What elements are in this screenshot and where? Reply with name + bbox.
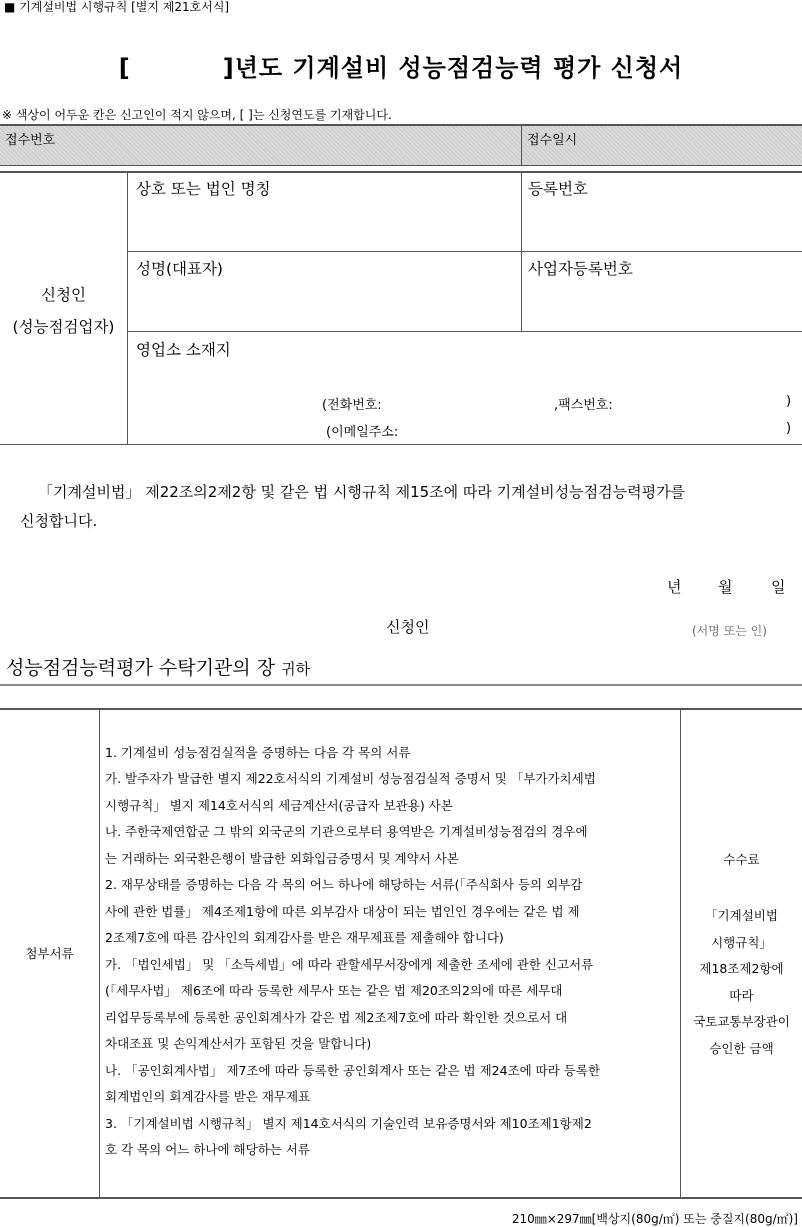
paper-spec-footer: 210㎜×297㎜[백상지(80g/㎡) 또는 중질지(80g/㎡)] — [511, 1212, 798, 1226]
email-label: (이메일주소: — [326, 425, 399, 440]
business-number-label: 사업자등록번호 — [528, 260, 633, 278]
recipient-suffix: 귀하 — [281, 660, 311, 678]
attachment-line: 회계법인의 회계감사를 받은 재무제표 — [105, 1089, 311, 1104]
recipient — [6, 653, 310, 680]
attachment-line: 나. 주한국제연합군 그 밖의 외국군의 기관으로부터 용역받은 기계설비성능점검의 경우에 — [105, 824, 588, 839]
form-note: ※ 색상이 어두운 칸은 신고인이 적지 않으며, [ ]는 신청연도를 기재합니다. — [2, 108, 392, 122]
fee-line: 국토교통부장관이 — [693, 1014, 790, 1029]
rule-recipient-bottom — [0, 684, 802, 686]
contact-close-paren: ) — [786, 394, 792, 409]
attachment-line: 는 거래하는 외국환은행이 발급한 외화입금증명서 및 계약서 사본 — [105, 851, 459, 866]
title-text: ]년도 기계설비 성능점검능력 평가 신청서 — [222, 54, 684, 82]
rule-reception-bottom — [0, 165, 802, 166]
attachment-line: 사에 관한 법률」 제4조제1항에 따른 외부감사 대상이 되는 법인인 경우에는 같은 법 제 — [105, 904, 580, 919]
company-name-label: 상호 또는 법인 명칭 — [136, 180, 271, 198]
fee-line: 따라 — [729, 987, 754, 1003]
reception-date-label: 접수일시 — [527, 133, 578, 148]
rule-attach-bottom — [0, 1197, 802, 1199]
rule-applicant-top — [0, 171, 802, 173]
rule-applicant-bottom — [0, 444, 802, 445]
recipient-name: 성능점검능력평가 수탁기관의 장 — [6, 657, 276, 679]
attachment-line: 3. 「기계설비법 시행규칙」 별지 제14호서식의 기술인력 보유증명서와 제10조제1항제2 — [105, 1116, 592, 1131]
phone-label: (전화번호: — [322, 398, 382, 413]
rule-top — [0, 124, 802, 126]
signer-sign-hint: (서명 또는 인) — [692, 624, 767, 638]
rule-attach-top — [0, 708, 802, 710]
form-reference: ■ 기계설비법 시행규칙 [별지 제21호서식] — [4, 0, 230, 14]
signer-label: 신청인 — [386, 618, 430, 636]
attachment-line: 차대조표 및 손익계산서가 포함된 것을 말합니다) — [105, 1036, 372, 1051]
attachment-line: 시행규칙」 별지 제14호서식의 세금계산서(공급자 보관용) 사본 — [105, 798, 453, 813]
office-address-label: 영업소 소재지 — [136, 341, 231, 359]
rule-attach-col1 — [99, 708, 100, 1198]
reception-number-label: 접수번호 — [5, 133, 56, 148]
date-day: 일 — [771, 578, 786, 596]
applicant-section-sub: (성능점검업자) — [12, 318, 115, 336]
representative-name-label: 성명(대표자) — [136, 260, 223, 278]
rule-reception-divider — [521, 124, 522, 165]
attachment-line: 가. 「법인세법」 및 「소득세법」에 따라 관할세무서장에게 제출한 조세에 관한 신고서류 — [105, 957, 594, 972]
fax-label: ,팩스번호: — [554, 398, 613, 413]
form-title — [0, 48, 802, 83]
attachment-line: 리업무등록부에 등록한 공인회계사가 같은 법 제2조제7호에 따라 확인한 것으로서 대 — [105, 1010, 568, 1025]
attachment-line: (「세무사법」 제6조에 따라 등록한 세무사 또는 같은 법 제20조의2의에 따른 세무대 — [105, 983, 563, 998]
title-bracket-open: [ — [118, 54, 131, 82]
registration-number-label: 등록번호 — [528, 180, 588, 198]
applicant-section-label: 신청인 — [41, 286, 86, 304]
date-month: 월 — [718, 578, 733, 596]
fee-line: 제18조제2항에 — [699, 961, 784, 976]
statement-line-1: 「기계설비법」 제22조의2제2항 및 같은 법 시행규칙 제15조에 따라 기계설비성능점검능력평가를 — [38, 483, 686, 501]
fee-line: 시행규칙」 — [711, 934, 772, 950]
email-close-paren: ) — [786, 421, 792, 436]
attachment-line: 가. 발주자가 발급한 별지 제22호서식의 기계설비 성능점검실적 증명서 및 「부가가치세법 — [105, 771, 596, 786]
fee-description — [681, 903, 802, 1062]
reception-band — [0, 124, 802, 165]
attachment-line: 1. 기계설비 성능점검실적을 증명하는 다음 각 목의 서류 — [105, 745, 411, 760]
rule-applicant-label-col — [127, 171, 128, 444]
attachment-line: 호 각 목의 어느 하나에 해당하는 서류 — [105, 1142, 310, 1157]
fee-line: 승인한 금액 — [709, 1040, 774, 1056]
attachment-line: 2. 재무상태를 증명하는 다음 각 목의 어느 하나에 해당하는 서류(「주식회사 등의 외부감 — [105, 877, 583, 892]
date-year: 년 — [667, 578, 682, 596]
fee-title: 수수료 — [723, 852, 760, 867]
rule-applicant-row2 — [127, 331, 802, 332]
fee-line: 「기계설비법 — [705, 908, 778, 923]
attachment-line: 2조제7호에 따른 감사인의 회계감사를 받은 재무제표를 제출해야 합니다) — [105, 930, 504, 945]
rule-applicant-row1 — [127, 251, 802, 252]
attachment-line: 나. 「공인회계사법」 제7조에 따라 등록한 공인회계사 또는 같은 법 제24조에 따라 등록한 — [105, 1063, 601, 1078]
attachments-label: 첨부서류 — [25, 946, 74, 961]
statement-line-2: 신청합니다. — [20, 512, 98, 530]
